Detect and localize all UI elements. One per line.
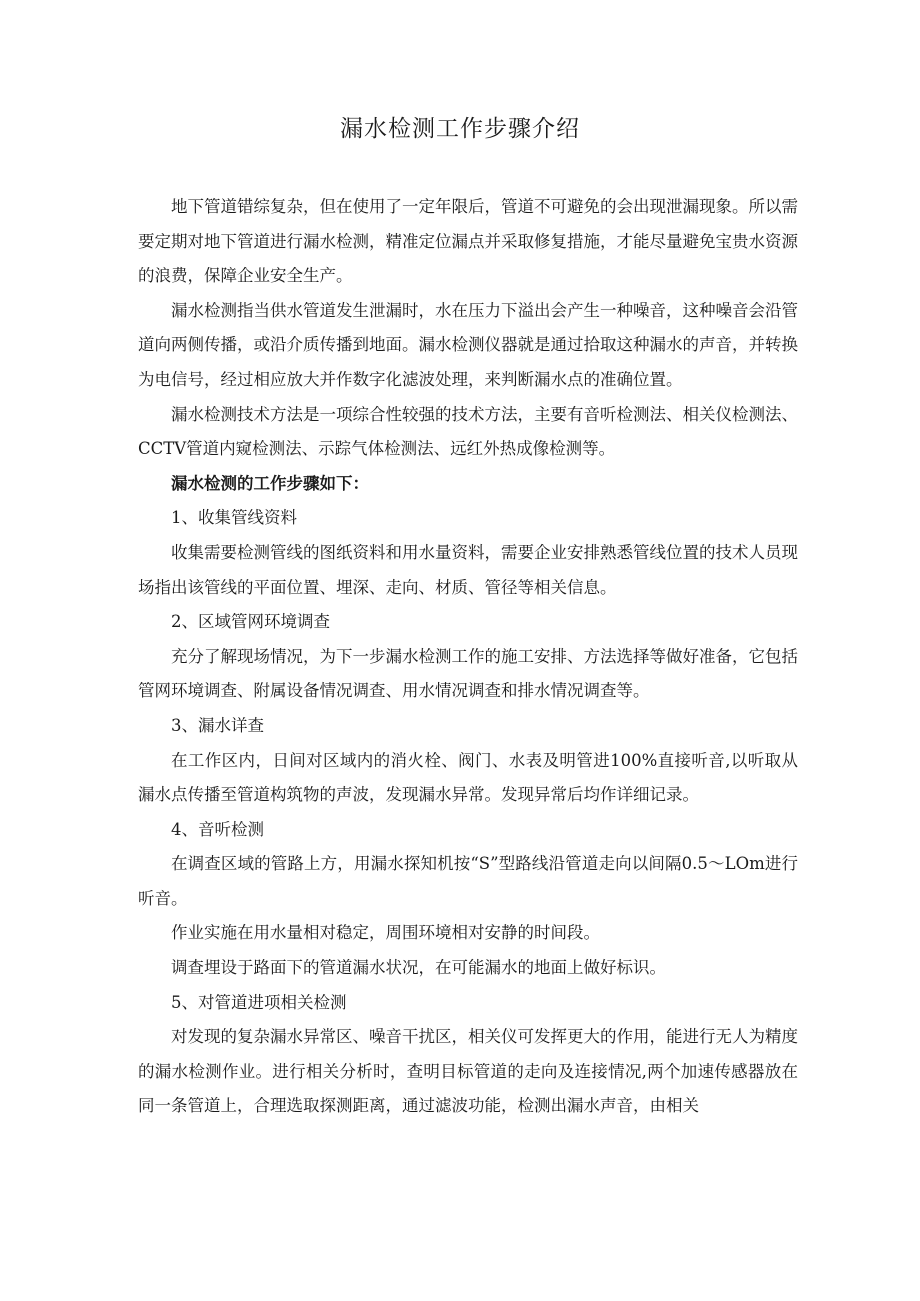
steps-heading: 漏水检测的工作步骤如下： xyxy=(171,473,369,493)
paragraph-intro: 地下管道错综复杂，但在使用了一定年限后，管道不可避免的会出现泄漏现象。所以需要定期对地下管道进行漏水检测，精准定位漏点并采取修复措施，才能尽量避免宝贵水资源的浪费，保障企业安全生产。 xyxy=(138,197,798,286)
step-text-4b: 作业实施在用水量相对稳定，周围环境相对安静的时间段。 xyxy=(171,923,600,943)
step-heading-5: 5、对管道进项相关检测 xyxy=(171,992,347,1012)
paragraph-methods: 漏水检测技术方法是一项综合性较强的技术方法，主要有音听检测法、相关仪检测法、CCTV管道内窥检测法、示踪气体检测法、远红外热成像检测等。 xyxy=(138,404,798,459)
step-heading-4: 4、音听检测 xyxy=(171,819,264,839)
step-heading-2: 2、区域管网环境调查 xyxy=(171,612,330,632)
step-text-4c: 调查埋设于路面下的管道漏水状况，在可能漏水的地面上做好标识。 xyxy=(171,958,666,978)
step-text-3: 在工作区内，日间对区域内的消火栓、阀门、水表及明管进100%直接听音,以听取从漏水点传播至管道构筑物的声波，发现漏水异常。发现异常后均作详细记录。 xyxy=(138,750,798,805)
step-text-2: 充分了解现场情况，为下一步漏水检测工作的施工安排、方法选择等做好准备，它包括管网环境调查、附属设备情况调查、用水情况调查和排水情况调查等。 xyxy=(138,646,798,701)
step-text-1: 收集需要检测管线的图纸资料和用水量资料，需要企业安排熟悉管线位置的技术人员现场指出该管线的平面位置、埋深、走向、材质、管径等相关信息。 xyxy=(138,542,798,597)
document-body xyxy=(138,190,798,1124)
paragraph-definition: 漏水检测指当供水管道发生泄漏时，水在压力下溢出会产生一种噪音，这种噪音会沿管道向两侧传播，或沿介质传播到地面。漏水检测仪器就是通过拾取这种漏水的声音，并转换为电信号，经过相应放大并作数字化滤波处理，来判断漏水点的准确位置。 xyxy=(138,300,798,389)
step-text-4a: 在调查区域的管路上方，用漏水探知机按“S”型路线沿管道走向以间隔0.5～LOm进行听音。 xyxy=(138,854,798,908)
step-text-5: 对发现的复杂漏水异常区、噪音干扰区，相关仪可发挥更大的作用，能进行无人为精度的漏水检测作业。进行相关分析时，查明目标管道的走向及连接情况,两个加速传感器放在同一条管道上，合理选取探测距离，通过滤波功能，检测出漏水声音，由相关 xyxy=(138,1027,798,1116)
step-heading-1: 1、收集管线资料 xyxy=(171,508,297,528)
document-title: 漏水检测工作步骤介绍 xyxy=(340,116,580,142)
step-heading-3: 3、漏水详查 xyxy=(171,715,264,735)
